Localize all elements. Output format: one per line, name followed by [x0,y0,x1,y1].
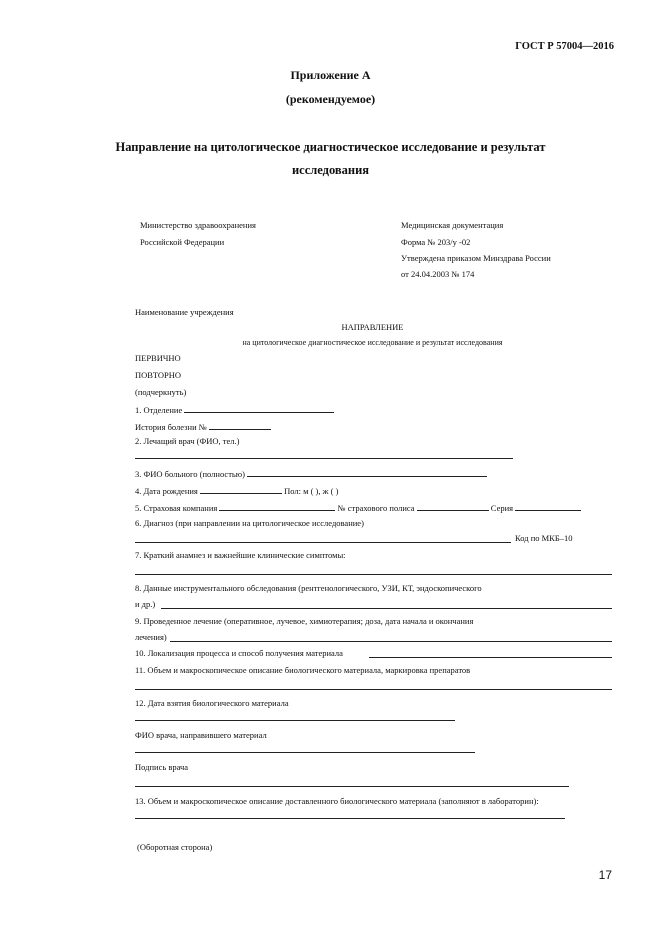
localization-input[interactable] [369,657,612,658]
sampling-date-label: 12. Дата взятия биологического материала [135,698,289,708]
form-number: Форма № 203/у -02 [401,237,471,247]
department-input[interactable] [184,403,334,413]
diagnosis-input[interactable] [135,542,511,543]
series-label: Серия [490,503,514,513]
approval-line: Утверждена приказом Минздрава России [401,253,551,263]
form-heading: НАПРАВЛЕНИЕ [341,322,404,332]
treatment-label-line2: лечения) [135,632,167,642]
department-label: 1. Отделение [135,405,183,415]
appendix-subtitle: (рекомендуемое) [285,92,376,106]
policy-number-input[interactable] [417,501,489,511]
diagnosis-label: 6. Диагноз (при направлении на цитологическое исследование) [135,518,364,528]
field-department [135,403,334,415]
ministry-line2: Российской Федерации [140,237,225,247]
material-description-label: 11. Объем и макроскопическое описание биологического материала, маркировка препаратов [135,665,471,675]
insurance-company-label: 5. Страховая компания [135,503,218,513]
treatment-input[interactable] [170,641,612,642]
med-docs-label: Медицинская документация [401,220,504,230]
policy-number-label: № страхового полиса [337,503,415,513]
series-input[interactable] [515,501,581,511]
anamnesis-input[interactable] [135,574,612,575]
referring-doctor-label: ФИО врача, направившего материал [135,730,267,740]
signature-label: Подпись врача [135,762,189,772]
instrumental-label-line2: и др.) [135,599,156,609]
repeat-option[interactable]: ПОВТОРНО [135,370,182,380]
field-birth-date [135,484,338,496]
reverse-side-note: (Оборотная сторона) [137,842,213,852]
field-history [135,420,271,432]
form-subheading: на цитологическое диагностическое исследование и результат исследования [242,338,503,347]
birth-date-input[interactable] [200,484,282,494]
icd-code-label: Код по МКБ–10 [515,533,573,543]
standard-header: ГОСТ Р 57004—2016 [515,41,614,52]
document-title-line1: Направление на цитологическое диагностическое исследование и результат [115,140,546,154]
ministry-line1: Министерство здравоохранения [140,220,256,230]
anamnesis-label: 7. Краткий анамнез и важнейшие клинические симптомы: [135,550,346,560]
history-input[interactable] [209,420,271,430]
attending-doctor-input[interactable] [135,458,513,459]
field-patient-name [135,467,487,479]
page-number: 17 [598,868,612,882]
sampling-date-input[interactable] [135,720,455,721]
patient-name-label: 3. ФИО больного (полностью) [135,469,245,479]
treatment-label-line1: 9. Проведенное лечение (оперативное, лучевое, химиотерапия; доза, дата начала и окончания [135,616,474,626]
underline-note: (подчеркнуть) [135,387,187,397]
history-label: История болезни № [135,422,207,432]
sex-selector[interactable]: Пол: м ( ), ж ( ) [284,486,339,496]
patient-name-input[interactable] [247,467,487,477]
material-description-input[interactable] [135,689,612,690]
appendix-title: Приложение А [290,68,371,82]
institution-label: Наименование учреждения [135,307,234,317]
attending-doctor-label: 2. Лечащий врач (ФИО, тел.) [135,436,240,446]
instrumental-label-line1: 8. Данные инструментального обследования (рентгенологического, УЗИ, КТ, эндоскопического [135,583,482,593]
insurance-company-input[interactable] [219,501,335,511]
lab-description-label: 13. Объем и макроскопическое описание доставленного биологического материала (заполняют в лабораторин): [135,796,539,806]
document-title-line2: исследования [291,163,370,177]
lab-description-input[interactable] [135,818,565,819]
birth-date-label: 4. Дата рождения [135,486,198,496]
instrumental-input[interactable] [161,608,612,609]
referring-doctor-input[interactable] [135,752,475,753]
signature-input[interactable] [135,786,569,787]
localization-label: 10. Локализация процесса и способ получения материала [135,648,343,658]
field-insurance [135,501,581,513]
first-option[interactable]: ПЕРВИЧНО [135,353,181,363]
approval-date: от 24.04.2003 № 174 [401,269,475,279]
